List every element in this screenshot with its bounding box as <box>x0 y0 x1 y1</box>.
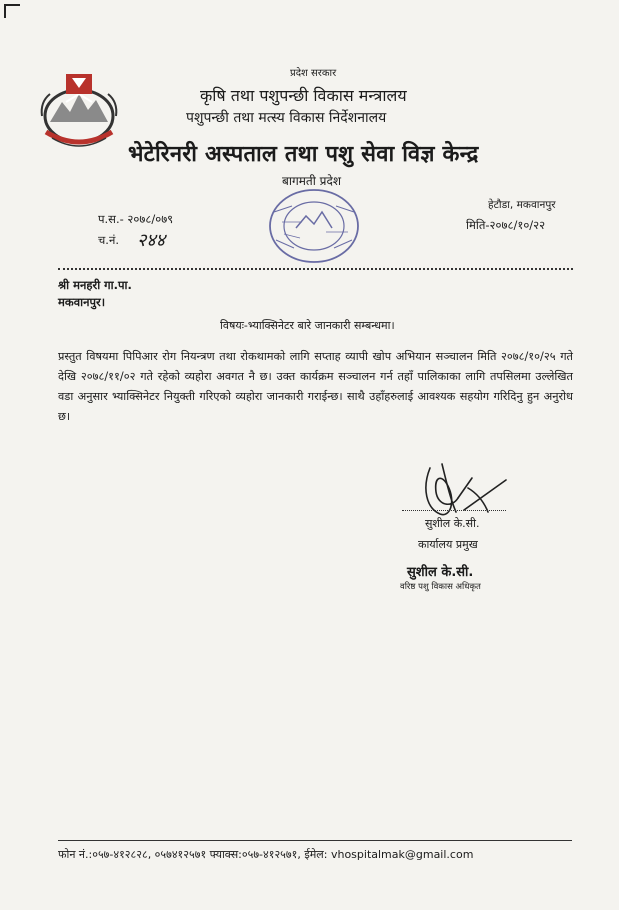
reference-number-label: च.नं. <box>98 233 119 247</box>
signature-line <box>402 510 506 511</box>
nepal-government-emblem-icon <box>36 72 122 152</box>
letter-subject: विषयः-भ्याक्सिनेटर बारे जानकारी सम्बन्धमा। <box>220 319 395 332</box>
office-seal-stamp-icon <box>262 182 366 268</box>
recipient-location: मकवानपुर। <box>58 295 106 309</box>
letterhead-divider <box>58 268 573 270</box>
office-location: हेटौडा, मकवानपुर <box>488 199 556 211</box>
footer-divider <box>58 840 572 841</box>
recipient-name: श्री मनहरी गा.पा. <box>58 278 132 292</box>
signatory-title: कार्यालय प्रमुख <box>418 538 478 551</box>
government-heading: प्रदेश सरकार <box>290 68 337 79</box>
letter-date: मिति-२०७८/१०/२२ <box>466 218 546 232</box>
reference-number-value: २४४ <box>137 230 166 251</box>
directorate-heading: पशुपन्छी तथा मत्स्य विकास निर्देशनालय <box>186 110 387 126</box>
signatory-name: सुशील के.सी. <box>407 565 474 580</box>
province-heading: बागमती प्रदेश <box>282 174 342 188</box>
ministry-heading: कृषि तथा पशुपन्छी विकास मन्त्रालय <box>200 86 407 105</box>
fiscal-year: प.स.- २०७८/०७९ <box>98 212 174 226</box>
signatory-designation: वरिष्ठ पशु विकास अधिकृत <box>400 582 481 592</box>
handwritten-signature <box>412 458 512 524</box>
office-heading: भेटेरिनरी अस्पताल तथा पशु सेवा विज्ञ केन्द्र <box>128 142 479 167</box>
letter-body: प्रस्तुत विषयमा पिपिआर रोग नियन्त्रण तथा रोकथामको लागि सप्ताह व्यापी खोप अभियान सञ्चालन मिति २०७८/१०/२५ गते देखि २०७८/११/०२ गते रहेको व्यहोरा अवगत नै छ। उक्त कार्यक्रम सञ्चालन गर्न तहाँ पालिकाका लागि तपसिलमा उल्लेखित वडा अनुसार भ्याक्सिनेटर नियुक्ती गरिएको व्यहोरा जानकारी गराईन्छ। साथै उहाँहरुलाई आवश्यक सहयोग गरिदिनु हुन अनुरोध छ। <box>58 350 573 423</box>
corner-mark <box>4 4 20 18</box>
signatory-name-small: सुशील के.सी. <box>425 517 480 530</box>
footer-contact: फोन नं.:०५७-४१२८२८, ०५७४१२५७१ फ्याक्स:०५७-४१२५७१, ईमेल: vhospitalmak@gmail.com <box>58 848 474 861</box>
